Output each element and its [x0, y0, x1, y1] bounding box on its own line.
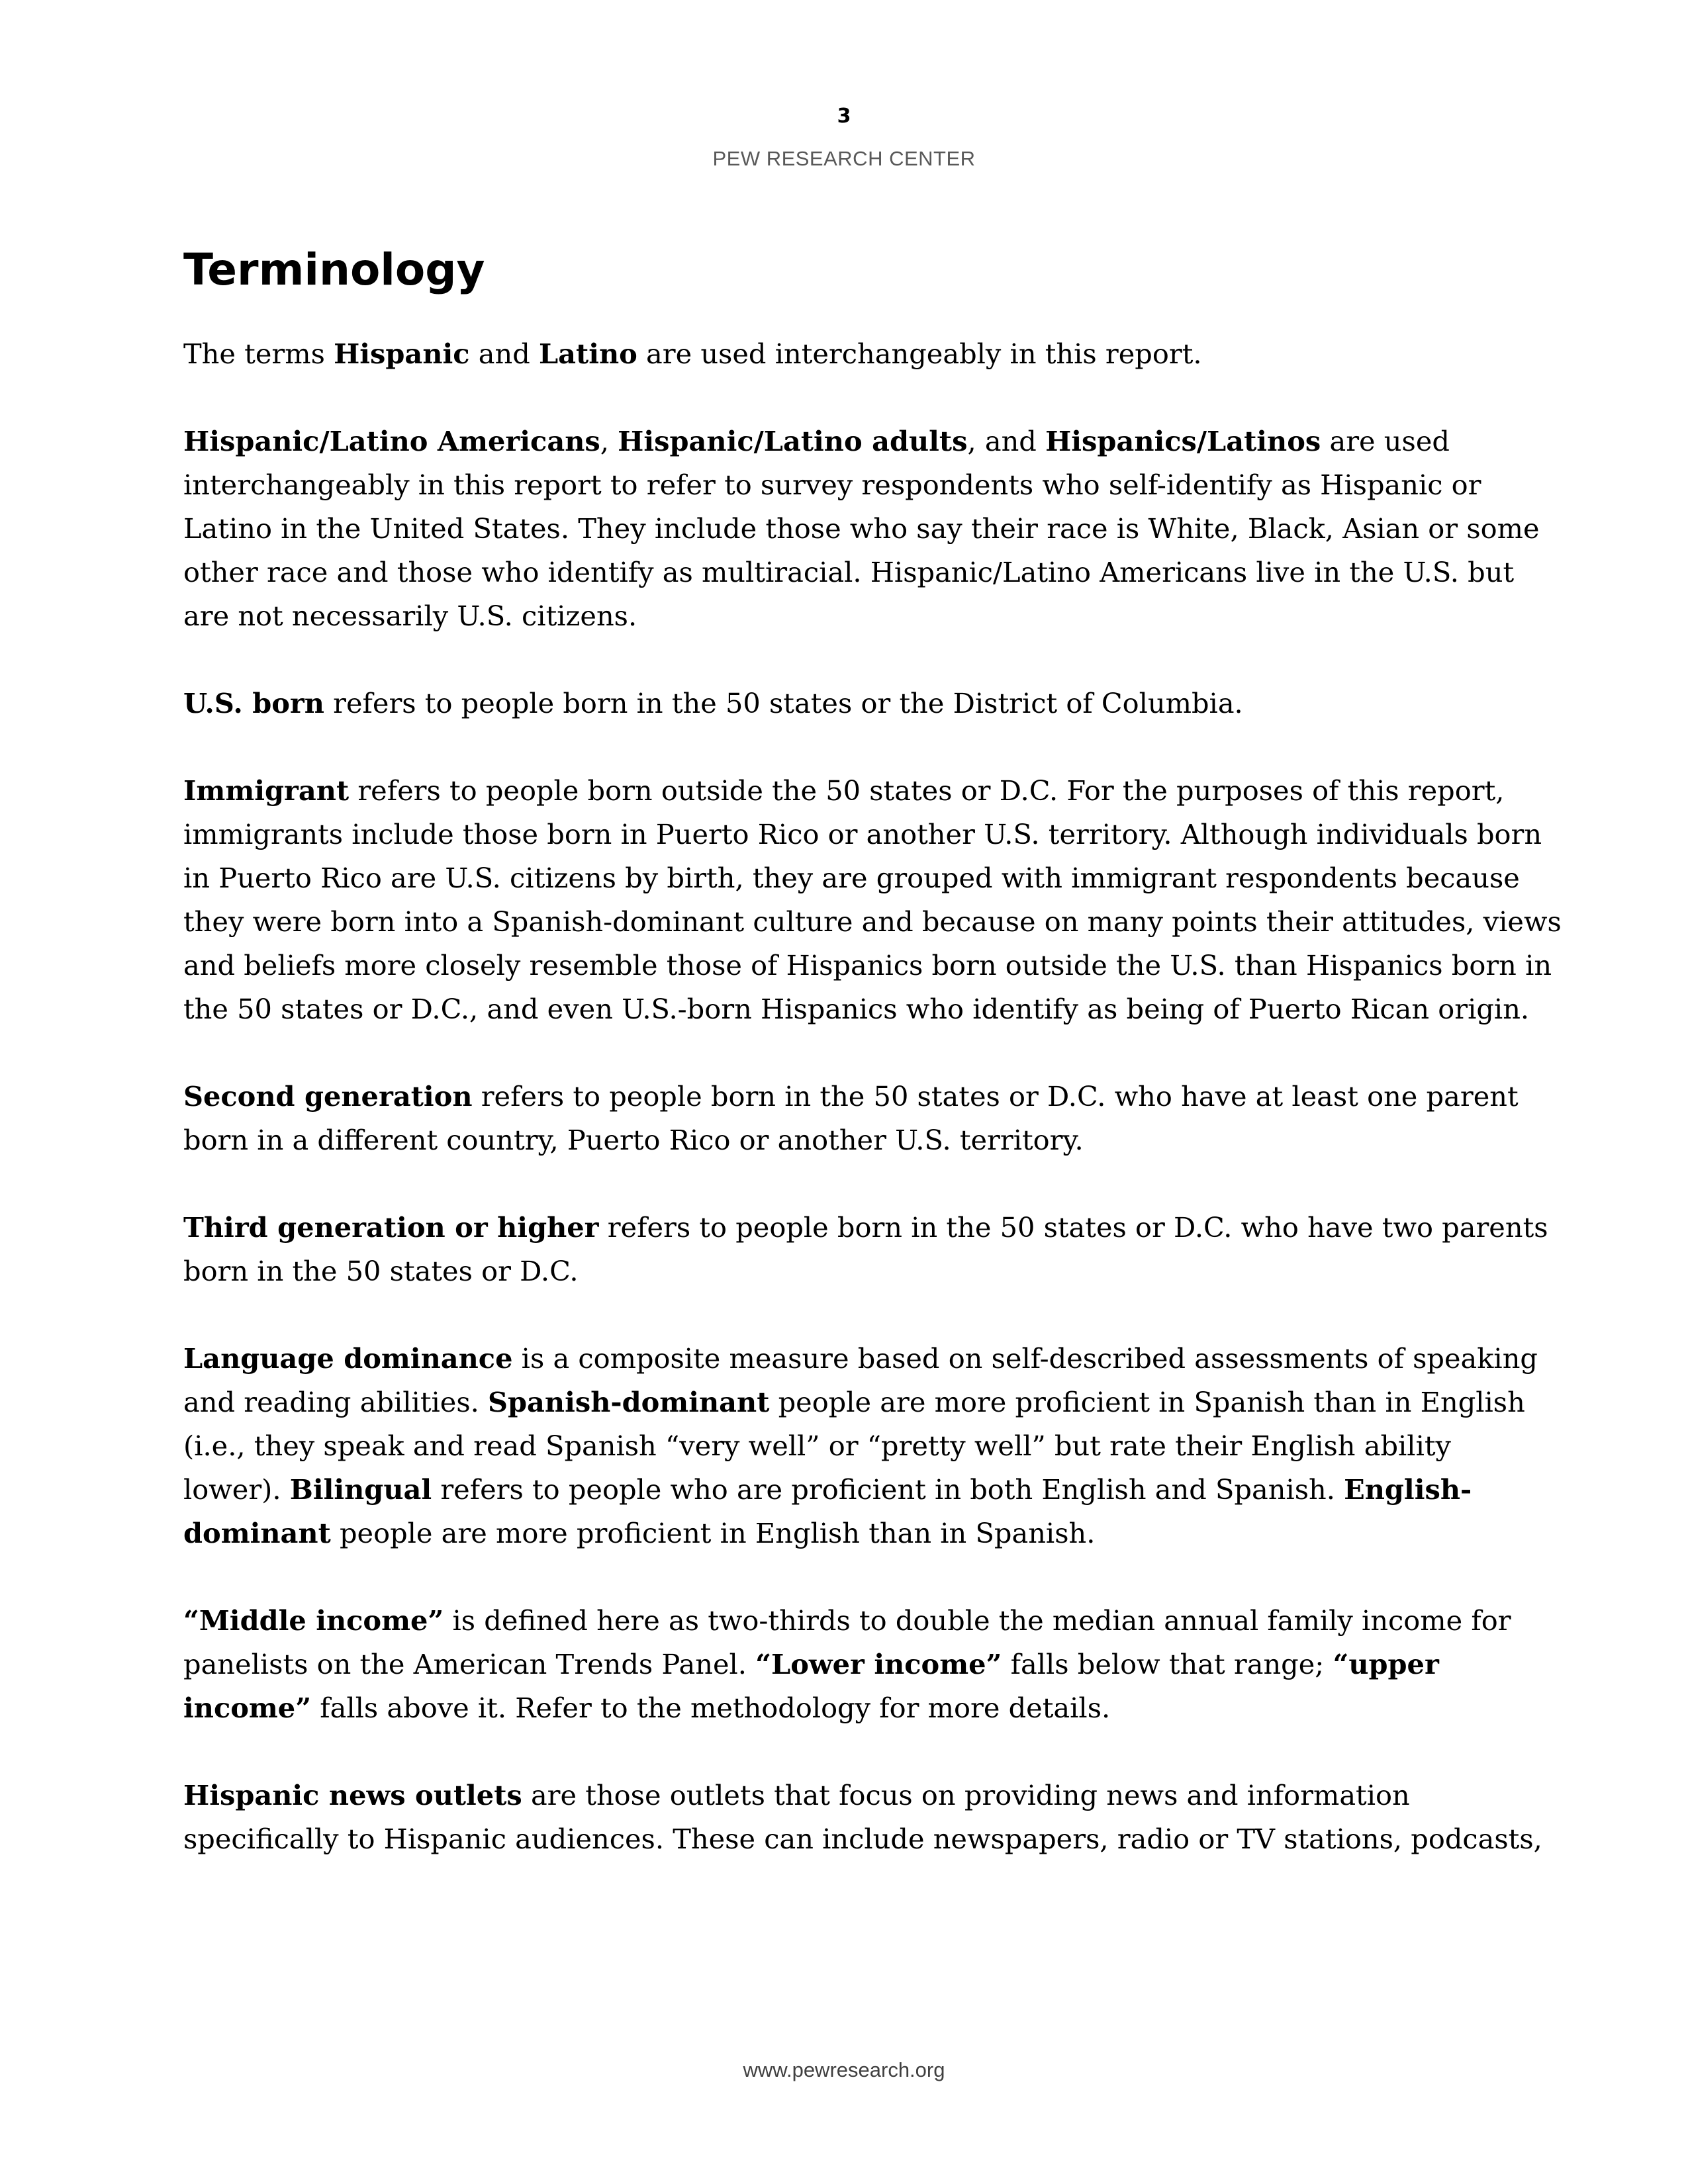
- text-line: interchangeably in this report to refer to survey respondents who self-identify as Hispanic or: [183, 469, 1481, 501]
- text-line: are not necessarily U.S. citizens.: [183, 600, 637, 632]
- text-line: in Puerto Rico are U.S. citizens by birth, they are grouped with immigrant respondents because: [183, 862, 1520, 894]
- term-lower-income: “Lower income”: [755, 1648, 1002, 1680]
- document-body: [183, 332, 1562, 1861]
- page-title: Terminology: [183, 244, 485, 295]
- text-line: immigrants include those born in Puerto Rico or another U.S. territory. Although individuals born: [183, 818, 1542, 850]
- text-run: is defined here as two-thirds to double the median annual family income for: [444, 1604, 1511, 1637]
- text-run: ,: [600, 425, 618, 457]
- term-second-generation: Second generation: [183, 1080, 473, 1113]
- page-number: 3: [837, 105, 851, 128]
- text-run: panelists on the American Trends Panel.: [183, 1648, 756, 1680]
- org-header: PEW RESEARCH CENTER: [712, 147, 976, 170]
- text-run: is a composite measure based on self-described assessments of speaking: [512, 1342, 1538, 1375]
- text-run: refers to people born in the 50 states or D.C. who have two parents: [598, 1211, 1548, 1244]
- text-run: refers to people who are proficient in both English and Spanish.: [432, 1473, 1344, 1506]
- text-run: lower).: [183, 1473, 290, 1506]
- text-line: specifically to Hispanic audiences. These can include newspapers, radio or TV stations, podcasts,: [183, 1823, 1542, 1855]
- text-run: people are more proficient in Spanish than in English: [769, 1386, 1525, 1418]
- term-upper-income-part1: “upper: [1333, 1648, 1439, 1680]
- text-line: born in the 50 states or D.C.: [183, 1255, 579, 1287]
- text-run: falls below that range;: [1002, 1648, 1333, 1680]
- text-run: and: [469, 338, 539, 370]
- paragraph-third-generation: [183, 1206, 1548, 1293]
- term-hispanics-latinos: Hispanics/Latinos: [1045, 425, 1321, 457]
- term-hispanic: Hispanic: [334, 338, 470, 370]
- paragraph-hispanic-latino: [183, 332, 1507, 376]
- text-line: other race and those who identify as multiracial. Hispanic/Latino Americans live in the U.S. but: [183, 556, 1515, 588]
- term-hispanic-latino-adults: Hispanic/Latino adults: [618, 425, 968, 457]
- text-line: Latino in the United States. They include those who say their race is White, Black, Asian or some: [183, 512, 1540, 545]
- text-run: are used interchangeably in this report.: [637, 338, 1202, 370]
- paragraph-hispanic-news-outlets: [183, 1774, 1542, 1861]
- term-bilingual: Bilingual: [289, 1473, 432, 1506]
- text-line: born in a different country, Puerto Rico or another U.S. territory.: [183, 1124, 1084, 1156]
- term-english-dominant-part1: English-: [1344, 1473, 1472, 1506]
- paragraph-us-born: [183, 682, 1507, 725]
- paragraph-hispanic-americans: [183, 420, 1540, 638]
- text-run: refers to people born outside the 50 states or D.C. For the purposes of this report,: [349, 774, 1505, 807]
- text-line: and beliefs more closely resemble those of Hispanics born outside the U.S. than Hispanics born in: [183, 949, 1552, 981]
- text-run: are used: [1321, 425, 1450, 457]
- term-third-generation: Third generation or higher: [183, 1211, 599, 1244]
- term-latino: Latino: [538, 338, 637, 370]
- term-upper-income-part2: income”: [183, 1692, 312, 1724]
- text-run: The terms: [183, 338, 334, 370]
- paragraph-second-generation: [183, 1075, 1519, 1162]
- footer-url[interactable]: www.pewresearch.org: [743, 2058, 945, 2081]
- term-hispanic-news-outlets: Hispanic news outlets: [183, 1779, 522, 1811]
- text-run: , and: [967, 425, 1046, 457]
- text-run: falls above it. Refer to the methodology for more details.: [311, 1692, 1111, 1724]
- term-language-dominance: Language dominance: [183, 1342, 513, 1375]
- term-english-dominant-part2: dominant: [183, 1517, 331, 1549]
- term-spanish-dominant: Spanish-dominant: [488, 1386, 770, 1418]
- paragraph-language-dominance: [183, 1337, 1538, 1555]
- text-run: refers to people born in the 50 states or the District of Columbia.: [324, 687, 1243, 719]
- term-us-born: U.S. born: [183, 687, 324, 719]
- text-run: people are more proficient in English than in Spanish.: [330, 1517, 1096, 1549]
- text-run: are those outlets that focus on providing news and information: [522, 1779, 1410, 1811]
- text-line: (i.e., they speak and read Spanish “very well” or “pretty well” but rate their English ability: [183, 1430, 1451, 1462]
- text-run: refers to people born in the 50 states or D.C. who have at least one parent: [472, 1080, 1519, 1113]
- term-immigrant: Immigrant: [183, 774, 350, 807]
- paragraph-immigrant: [183, 769, 1562, 1031]
- text-line: they were born into a Spanish-dominant culture and because on many points their attitudes, views: [183, 905, 1562, 938]
- paragraph-income: [183, 1599, 1511, 1730]
- text-run: and reading abilities.: [183, 1386, 489, 1418]
- term-middle-income: “Middle income”: [183, 1604, 444, 1637]
- term-hispanic-latino-americans: Hispanic/Latino Americans: [183, 425, 600, 457]
- text-line: the 50 states or D.C., and even U.S.-born Hispanics who identify as being of Puerto Rican origin.: [183, 993, 1530, 1025]
